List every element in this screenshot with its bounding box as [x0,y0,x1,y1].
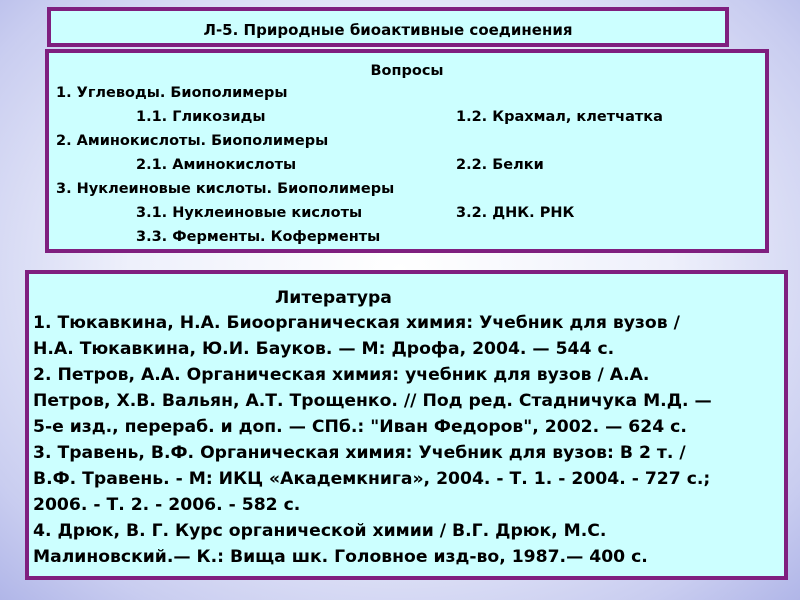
question-section: 3. Нуклеиновые кислоты. Биополимеры [56,181,395,197]
literature-line: Н.А. Тюкавкина, Ю.И. Бауков. — М: Дрофа, 2004. — 544 с. [33,339,615,359]
literature-line: 1. Тюкавкина, Н.А. Биоорганическая химия: Учебник для вузов / [33,313,680,333]
literature-line: 4. Дрюк, В. Г. Курс органической химии / В.Г. Дрюк, М.С. [33,521,607,541]
literature-heading: Литература [275,288,392,308]
question-item: 3.3. Ферменты. Коферменты [136,229,381,245]
literature-line: 3. Травень, В.Ф. Органическая химия: Учебник для вузов: В 2 т. / [33,443,686,463]
literature-line: В.Ф. Травень. - М: ИКЦ «Академкнига», 2004. - Т. 1. - 2004. - 727 с.; [33,469,711,489]
question-item: 3.1. Нуклеиновые кислоты [136,205,363,221]
title-box [47,7,729,47]
literature-line: 2006. - Т. 2. - 2006. - 582 с. [33,495,301,515]
literature-line: Малиновский.— К.: Вища шк. Головное изд-во, 1987.— 400 с. [33,547,648,567]
question-section: 1. Углеводы. Биополимеры [56,85,288,101]
question-item: 1.1. Гликозиды [136,109,266,125]
question-item: 2.1. Аминокислоты [136,157,297,173]
question-item: 1.2. Крахмал, клетчатка [456,109,663,125]
question-section: 2. Аминокислоты. Биополимеры [56,133,329,149]
question-item: 3.2. ДНК. РНК [456,205,575,221]
literature-line: Петров, Х.В. Вальян, А.Т. Трощенко. // Под ред. Стадничука М.Д. — [33,391,712,411]
literature-line: 5-е изд., перераб. и доп. — СПб.: "Иван Федоров", 2002. — 624 с. [33,417,687,437]
questions-heading: Вопросы [370,63,444,79]
literature-line: 2. Петров, А.А. Органическая химия: учебник для вузов / А.А. [33,365,650,385]
question-item: 2.2. Белки [456,157,544,173]
literature-box [25,270,788,580]
questions-box [45,49,769,253]
slide-title: Л-5. Природные биоактивные соединения [203,21,573,39]
